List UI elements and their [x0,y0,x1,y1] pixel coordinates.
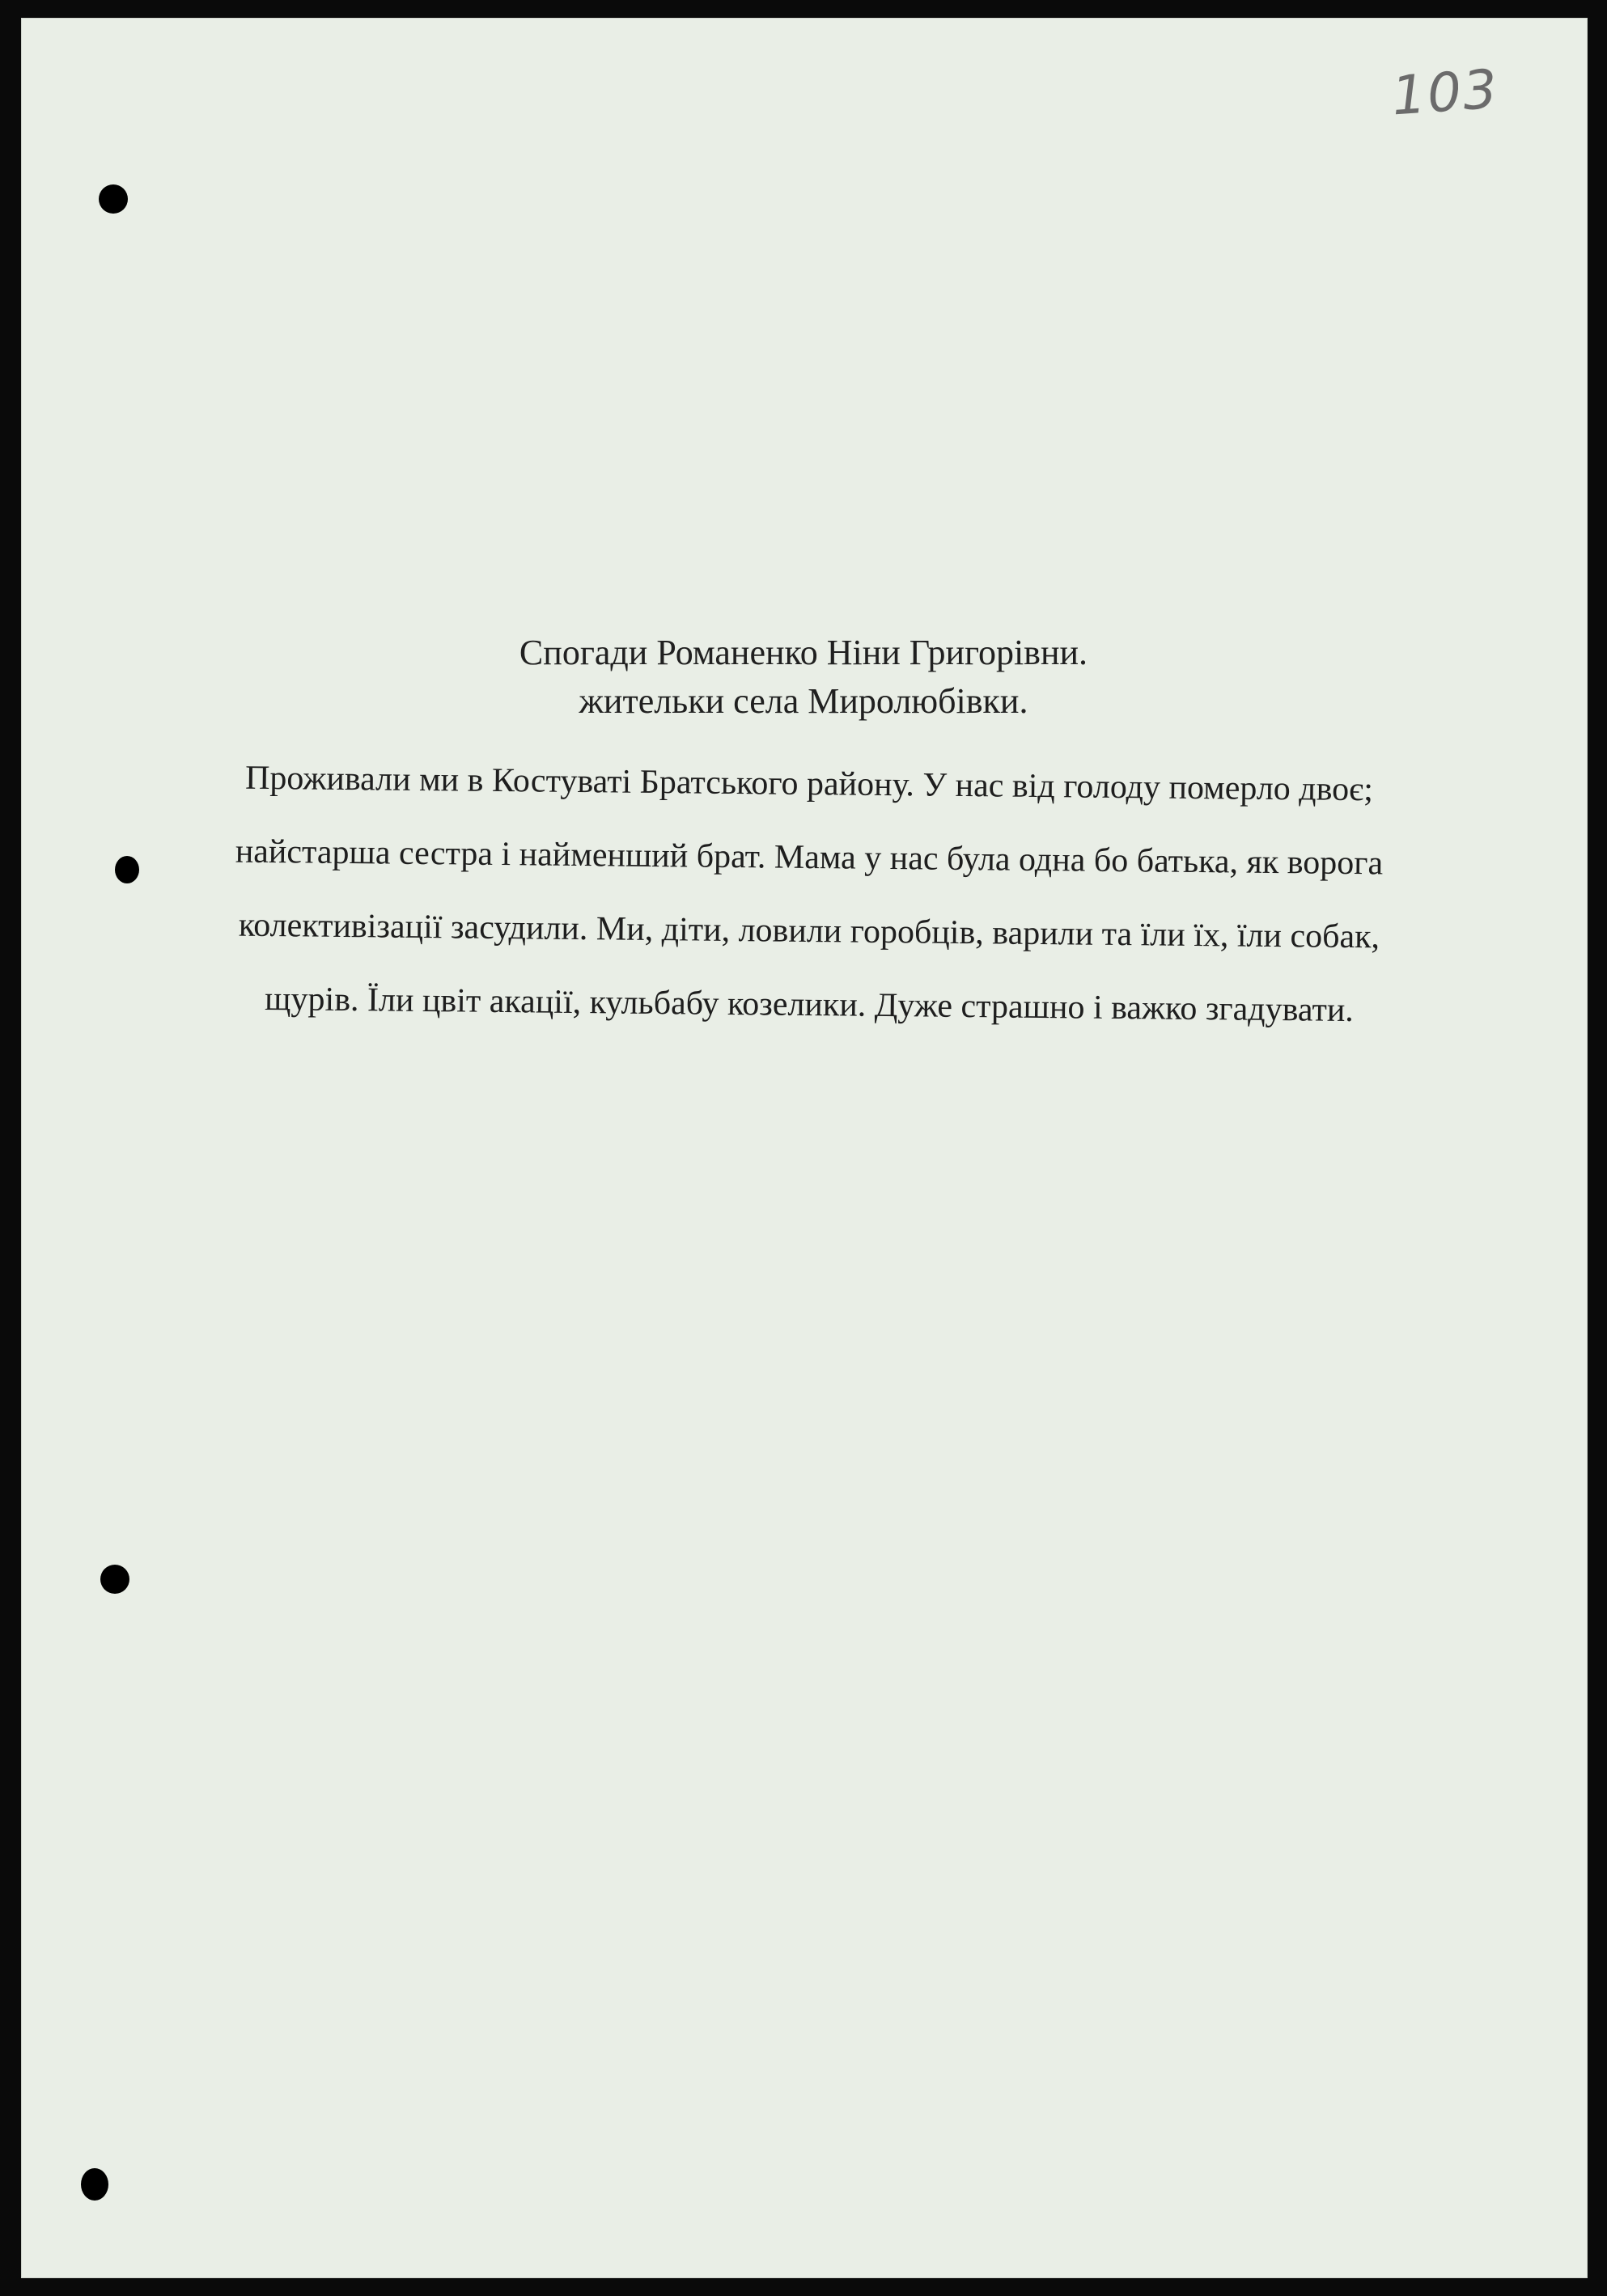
document-page [21,18,1588,2278]
punch-hole [81,2168,108,2201]
body-line: щурів. Їли цвіт акації, кульбабу козелики. Дуже страшно і важко згадувати. [264,980,1355,1030]
document-subtitle: жительки села Миролюбівки. [579,681,1028,721]
document-body [154,748,1465,1042]
punch-hole [100,1565,129,1594]
punch-hole [115,856,139,883]
punch-hole [99,184,128,214]
document-title: Спогади Романенко Ніни Григорівни. [519,633,1088,672]
body-line: найстарша сестра і найменший брат. Мама у нас була одна бо батька, як ворога [235,832,1384,883]
body-line: Проживали ми в Костуваті Братського району. У нас від голоду померло двоє; [244,759,1374,809]
body-line: колективізації засудили. Ми, діти, ловили горобців, варили та їли їх, їли собак, [238,906,1380,956]
handwritten-page-number: 103 [1389,57,1501,128]
